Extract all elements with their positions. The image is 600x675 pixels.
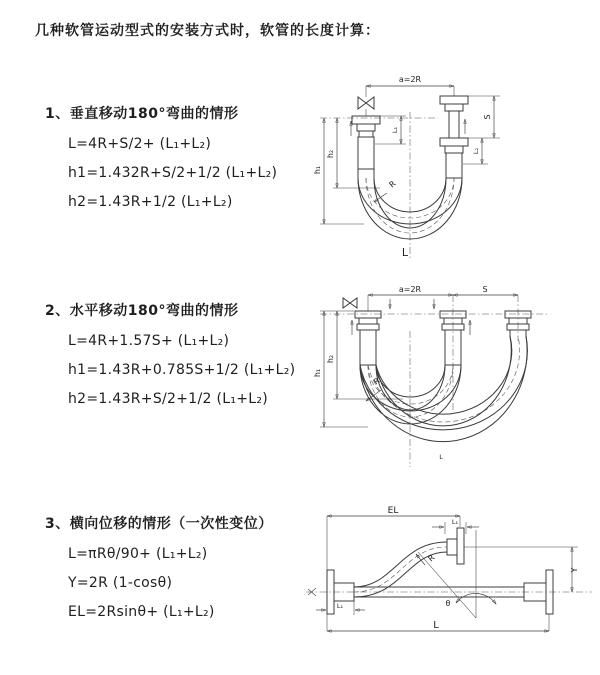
formula-line: h2=1.43R+S/2+1/2 (L₁+L₂) [68, 391, 269, 407]
braided-hose-section [360, 330, 376, 365]
dim-label-l1-top: L₁ [451, 518, 459, 526]
dim-label-s: S [483, 114, 492, 120]
radius-label: R [426, 553, 437, 564]
radius-label: R [371, 376, 382, 387]
section-1-heading: 1、垂直移动180°弯曲的情形 [45, 106, 239, 122]
formula-line: L=4R+1.57S+ (L₁+L₂) [68, 333, 230, 349]
dim-label-l1: L₁ [391, 126, 399, 134]
section-3 [45, 513, 320, 620]
dim-label-a2r: a=2R [398, 75, 422, 84]
right-pipe-fitting [440, 96, 468, 178]
dim-label-y: Y [570, 567, 579, 573]
braided-hose-section [358, 137, 374, 169]
length-label: L [439, 453, 443, 461]
diagram-lateral-displacement [298, 500, 600, 645]
formula-line: Y=2R (1-cosθ) [68, 575, 173, 591]
diagram-horizontal-180-bend [308, 281, 596, 477]
section-2-heading: 2、水平移动180°弯曲的情形 [45, 303, 239, 319]
formula-line: L=4R+S/2+ (L₁+L₂) [68, 136, 212, 152]
dim-label-h1: h₁ [313, 165, 322, 175]
section-3-heading: 3、横向位移的情形（一次性变位） [45, 516, 273, 532]
formula-line: EL=2Rsinθ+ (L₁+L₂) [68, 604, 215, 620]
length-label: L [433, 620, 439, 631]
formula-line: L=πRθ/90+ (L₁+L₂) [68, 546, 208, 562]
dim-label-h2: h₂ [326, 354, 335, 364]
braided-hose-section [446, 153, 462, 178]
formula-line: h1=1.432R+S/2+1/2 (L₁+L₂) [68, 165, 278, 181]
dim-label-a2r: a=2R [398, 285, 422, 294]
formula-line: h1=1.43R+0.785S+1/2 (L₁+L₂) [68, 362, 296, 378]
length-label: L [401, 246, 409, 259]
page-title: 几种软管运动型式的安装方式时，软管的长度计算： [35, 23, 380, 39]
valve-icon [358, 97, 374, 116]
radius-label: R [387, 179, 398, 190]
diagram-vertical-180-bend [308, 66, 596, 266]
section-1 [45, 103, 320, 210]
angle-label: θ [445, 599, 451, 608]
hose-u-bends [360, 336, 527, 442]
dim-label-h2: h₂ [326, 149, 335, 159]
formula-line: h2=1.43R+1/2 (L₁+L₂) [68, 194, 233, 210]
radius-construction-line [418, 552, 476, 618]
dim-label-h1: h₁ [313, 368, 322, 378]
section-2 [45, 300, 320, 407]
upper-flange [447, 528, 464, 564]
dim-label-s: S [482, 285, 488, 294]
left-pipe-fitting [355, 311, 381, 365]
dim-label-l1-left: L₁ [336, 602, 344, 610]
dim-label-l2: L₂ [472, 147, 480, 155]
left-pipe-fitting [352, 116, 380, 178]
dim-label-el: EL [387, 506, 399, 516]
valve-icon [343, 298, 357, 308]
